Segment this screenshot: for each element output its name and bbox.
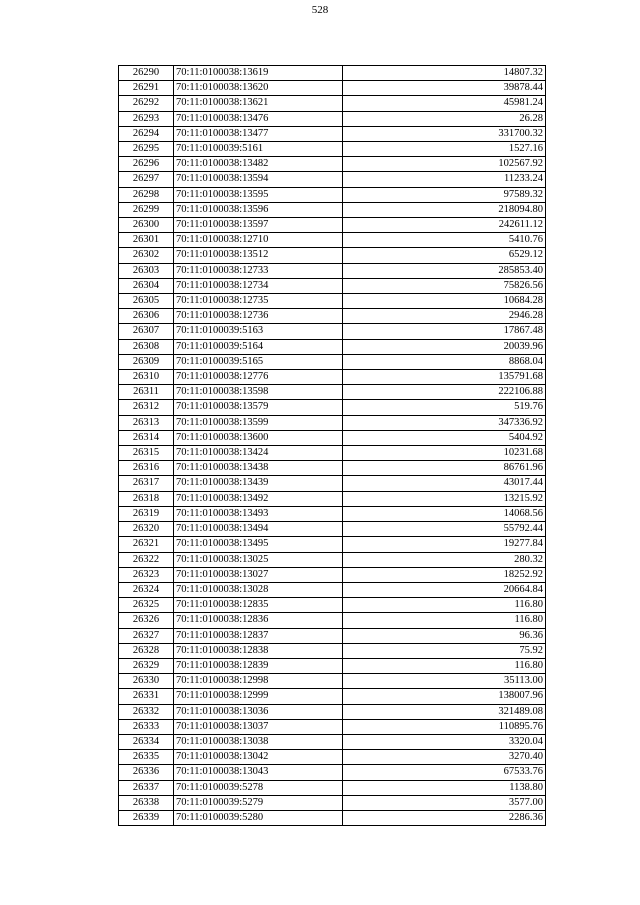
table-row (119, 66, 546, 81)
cadastral-number-cell: 70:11:0100038:13599 (174, 415, 343, 430)
row-number-cell: 26296 (119, 157, 174, 172)
table-row (119, 628, 546, 643)
value-cell: 5404.92 (343, 430, 546, 445)
table-row (119, 157, 546, 172)
value-cell: 110895.76 (343, 719, 546, 734)
table-row (119, 537, 546, 552)
row-number-cell: 26334 (119, 734, 174, 749)
table-row (119, 385, 546, 400)
value-cell: 8868.04 (343, 354, 546, 369)
row-number-cell: 26317 (119, 476, 174, 491)
value-cell: 10231.68 (343, 446, 546, 461)
row-number-cell: 26335 (119, 750, 174, 765)
table-row (119, 415, 546, 430)
value-cell: 14068.56 (343, 506, 546, 521)
value-cell: 18252.92 (343, 567, 546, 582)
row-number-cell: 26312 (119, 400, 174, 415)
row-number-cell: 26291 (119, 81, 174, 96)
value-cell: 116.80 (343, 613, 546, 628)
row-number-cell: 26297 (119, 172, 174, 187)
row-number-cell: 26318 (119, 491, 174, 506)
value-cell: 97589.32 (343, 187, 546, 202)
cadastral-number-cell: 70:11:0100038:13028 (174, 582, 343, 597)
row-number-cell: 26319 (119, 506, 174, 521)
table-row (119, 643, 546, 658)
cadastral-number-cell: 70:11:0100039:5164 (174, 339, 343, 354)
value-cell: 17867.48 (343, 324, 546, 339)
table-row (119, 81, 546, 96)
cadastral-number-cell: 70:11:0100038:12735 (174, 294, 343, 309)
value-cell: 55792.44 (343, 522, 546, 537)
cadastral-number-cell: 70:11:0100038:13494 (174, 522, 343, 537)
row-number-cell: 26331 (119, 689, 174, 704)
row-number-cell: 26299 (119, 202, 174, 217)
table-row (119, 765, 546, 780)
row-number-cell: 26328 (119, 643, 174, 658)
row-number-cell: 26337 (119, 780, 174, 795)
table-row (119, 734, 546, 749)
table-body (119, 66, 546, 826)
row-number-cell: 26305 (119, 294, 174, 309)
cadastral-number-cell: 70:11:0100038:13476 (174, 111, 343, 126)
cadastral-number-cell: 70:11:0100038:13043 (174, 765, 343, 780)
table-row (119, 400, 546, 415)
row-number-cell: 26294 (119, 126, 174, 141)
value-cell: 14807.32 (343, 66, 546, 81)
cadastral-number-cell: 70:11:0100038:12776 (174, 370, 343, 385)
table-row (119, 96, 546, 111)
table-row (119, 248, 546, 263)
value-cell: 116.80 (343, 658, 546, 673)
value-cell: 218094.80 (343, 202, 546, 217)
value-cell: 1138.80 (343, 780, 546, 795)
cadastral-number-cell: 70:11:0100038:12999 (174, 689, 343, 704)
cadastral-number-cell: 70:11:0100038:13036 (174, 704, 343, 719)
table-row (119, 719, 546, 734)
value-cell: 75.92 (343, 643, 546, 658)
row-number-cell: 26314 (119, 430, 174, 445)
table-row (119, 491, 546, 506)
table-row (119, 552, 546, 567)
table-row (119, 795, 546, 810)
row-number-cell: 26327 (119, 628, 174, 643)
row-number-cell: 26336 (119, 765, 174, 780)
cadastral-number-cell: 70:11:0100038:13598 (174, 385, 343, 400)
cadastral-number-cell: 70:11:0100038:12839 (174, 658, 343, 673)
cadastral-number-cell: 70:11:0100038:13438 (174, 461, 343, 476)
cadastral-number-cell: 70:11:0100038:12837 (174, 628, 343, 643)
table-row (119, 294, 546, 309)
table-row (119, 278, 546, 293)
cadastral-number-cell: 70:11:0100038:13621 (174, 96, 343, 111)
value-cell: 96.36 (343, 628, 546, 643)
row-number-cell: 26293 (119, 111, 174, 126)
cadastral-number-cell: 70:11:0100038:12710 (174, 233, 343, 248)
cadastral-table (118, 65, 546, 826)
table-row (119, 598, 546, 613)
value-cell: 3577.00 (343, 795, 546, 810)
cadastral-number-cell: 70:11:0100038:13037 (174, 719, 343, 734)
row-number-cell: 26300 (119, 218, 174, 233)
row-number-cell: 26333 (119, 719, 174, 734)
value-cell: 75826.56 (343, 278, 546, 293)
page-number: 528 (311, 4, 329, 16)
cadastral-number-cell: 70:11:0100039:5278 (174, 780, 343, 795)
row-number-cell: 26322 (119, 552, 174, 567)
value-cell: 13215.92 (343, 491, 546, 506)
row-number-cell: 26313 (119, 415, 174, 430)
table-row (119, 263, 546, 278)
cadastral-number-cell: 70:11:0100038:13424 (174, 446, 343, 461)
value-cell: 138007.96 (343, 689, 546, 704)
row-number-cell: 26330 (119, 674, 174, 689)
table-row (119, 522, 546, 537)
value-cell: 11233.24 (343, 172, 546, 187)
cadastral-number-cell: 70:11:0100038:12998 (174, 674, 343, 689)
cadastral-number-cell: 70:11:0100038:13477 (174, 126, 343, 141)
row-number-cell: 26292 (119, 96, 174, 111)
value-cell: 20039.96 (343, 339, 546, 354)
row-number-cell: 26302 (119, 248, 174, 263)
table-row (119, 111, 546, 126)
row-number-cell: 26295 (119, 142, 174, 157)
row-number-cell: 26303 (119, 263, 174, 278)
value-cell: 347336.92 (343, 415, 546, 430)
cadastral-number-cell: 70:11:0100039:5165 (174, 354, 343, 369)
row-number-cell: 26309 (119, 354, 174, 369)
table-row (119, 446, 546, 461)
cadastral-number-cell: 70:11:0100038:13439 (174, 476, 343, 491)
value-cell: 321489.08 (343, 704, 546, 719)
table-row (119, 126, 546, 141)
table-row (119, 810, 546, 825)
table-row (119, 430, 546, 445)
row-number-cell: 26306 (119, 309, 174, 324)
value-cell: 39878.44 (343, 81, 546, 96)
table-row (119, 674, 546, 689)
row-number-cell: 26326 (119, 613, 174, 628)
value-cell: 331700.32 (343, 126, 546, 141)
value-cell: 35113.00 (343, 674, 546, 689)
table-row (119, 187, 546, 202)
table-row (119, 202, 546, 217)
cadastral-number-cell: 70:11:0100038:13594 (174, 172, 343, 187)
cadastral-number-cell: 70:11:0100039:5163 (174, 324, 343, 339)
row-number-cell: 26290 (119, 66, 174, 81)
cadastral-number-cell: 70:11:0100038:13025 (174, 552, 343, 567)
row-number-cell: 26301 (119, 233, 174, 248)
row-number-cell: 26307 (119, 324, 174, 339)
value-cell: 19277.84 (343, 537, 546, 552)
cadastral-number-cell: 70:11:0100038:12836 (174, 613, 343, 628)
value-cell: 5410.76 (343, 233, 546, 248)
row-number-cell: 26310 (119, 370, 174, 385)
row-number-cell: 26338 (119, 795, 174, 810)
value-cell: 519.76 (343, 400, 546, 415)
value-cell: 242611.12 (343, 218, 546, 233)
value-cell: 116.80 (343, 598, 546, 613)
cadastral-number-cell: 70:11:0100038:13027 (174, 567, 343, 582)
cadastral-number-cell: 70:11:0100038:12838 (174, 643, 343, 658)
table-row (119, 142, 546, 157)
table-row (119, 309, 546, 324)
cadastral-number-cell: 70:11:0100038:12736 (174, 309, 343, 324)
cadastral-number-cell: 70:11:0100038:13495 (174, 537, 343, 552)
cadastral-number-cell: 70:11:0100039:5161 (174, 142, 343, 157)
value-cell: 3320.04 (343, 734, 546, 749)
row-number-cell: 26339 (119, 810, 174, 825)
table-row (119, 354, 546, 369)
row-number-cell: 26308 (119, 339, 174, 354)
value-cell: 6529.12 (343, 248, 546, 263)
table-row (119, 780, 546, 795)
row-number-cell: 26321 (119, 537, 174, 552)
row-number-cell: 26316 (119, 461, 174, 476)
cadastral-number-cell: 70:11:0100038:13038 (174, 734, 343, 749)
row-number-cell: 26320 (119, 522, 174, 537)
value-cell: 10684.28 (343, 294, 546, 309)
value-cell: 135791.68 (343, 370, 546, 385)
value-cell: 86761.96 (343, 461, 546, 476)
cadastral-number-cell: 70:11:0100038:12734 (174, 278, 343, 293)
cadastral-number-cell: 70:11:0100038:13620 (174, 81, 343, 96)
row-number-cell: 26325 (119, 598, 174, 613)
value-cell: 1527.16 (343, 142, 546, 157)
value-cell: 280.32 (343, 552, 546, 567)
table-row (119, 461, 546, 476)
cadastral-number-cell: 70:11:0100038:12835 (174, 598, 343, 613)
table-row (119, 476, 546, 491)
table-row (119, 567, 546, 582)
table-row (119, 689, 546, 704)
table-row (119, 218, 546, 233)
cadastral-number-cell: 70:11:0100038:13596 (174, 202, 343, 217)
table-row (119, 750, 546, 765)
table-row (119, 582, 546, 597)
table-row (119, 324, 546, 339)
row-number-cell: 26324 (119, 582, 174, 597)
table-row (119, 370, 546, 385)
value-cell: 102567.92 (343, 157, 546, 172)
table-row (119, 506, 546, 521)
value-cell: 222106.88 (343, 385, 546, 400)
row-number-cell: 26332 (119, 704, 174, 719)
value-cell: 2946.28 (343, 309, 546, 324)
cadastral-number-cell: 70:11:0100038:13512 (174, 248, 343, 263)
value-cell: 26.28 (343, 111, 546, 126)
table-row (119, 613, 546, 628)
value-cell: 3270.40 (343, 750, 546, 765)
row-number-cell: 26311 (119, 385, 174, 400)
value-cell: 67533.76 (343, 765, 546, 780)
cadastral-number-cell: 70:11:0100038:13482 (174, 157, 343, 172)
table-row (119, 658, 546, 673)
cadastral-number-cell: 70:11:0100038:13597 (174, 218, 343, 233)
cadastral-number-cell: 70:11:0100038:13493 (174, 506, 343, 521)
table-row (119, 339, 546, 354)
cadastral-number-cell: 70:11:0100038:13042 (174, 750, 343, 765)
table-row (119, 704, 546, 719)
cadastral-number-cell: 70:11:0100039:5279 (174, 795, 343, 810)
row-number-cell: 26304 (119, 278, 174, 293)
value-cell: 45981.24 (343, 96, 546, 111)
cadastral-number-cell: 70:11:0100038:13579 (174, 400, 343, 415)
row-number-cell: 26298 (119, 187, 174, 202)
value-cell: 43017.44 (343, 476, 546, 491)
row-number-cell: 26323 (119, 567, 174, 582)
cadastral-number-cell: 70:11:0100038:12733 (174, 263, 343, 278)
row-number-cell: 26329 (119, 658, 174, 673)
value-cell: 2286.36 (343, 810, 546, 825)
value-cell: 285853.40 (343, 263, 546, 278)
table-row (119, 233, 546, 248)
row-number-cell: 26315 (119, 446, 174, 461)
value-cell: 20664.84 (343, 582, 546, 597)
cadastral-number-cell: 70:11:0100038:13619 (174, 66, 343, 81)
table-row (119, 172, 546, 187)
cadastral-number-cell: 70:11:0100039:5280 (174, 810, 343, 825)
cadastral-number-cell: 70:11:0100038:13600 (174, 430, 343, 445)
cadastral-number-cell: 70:11:0100038:13595 (174, 187, 343, 202)
cadastral-number-cell: 70:11:0100038:13492 (174, 491, 343, 506)
